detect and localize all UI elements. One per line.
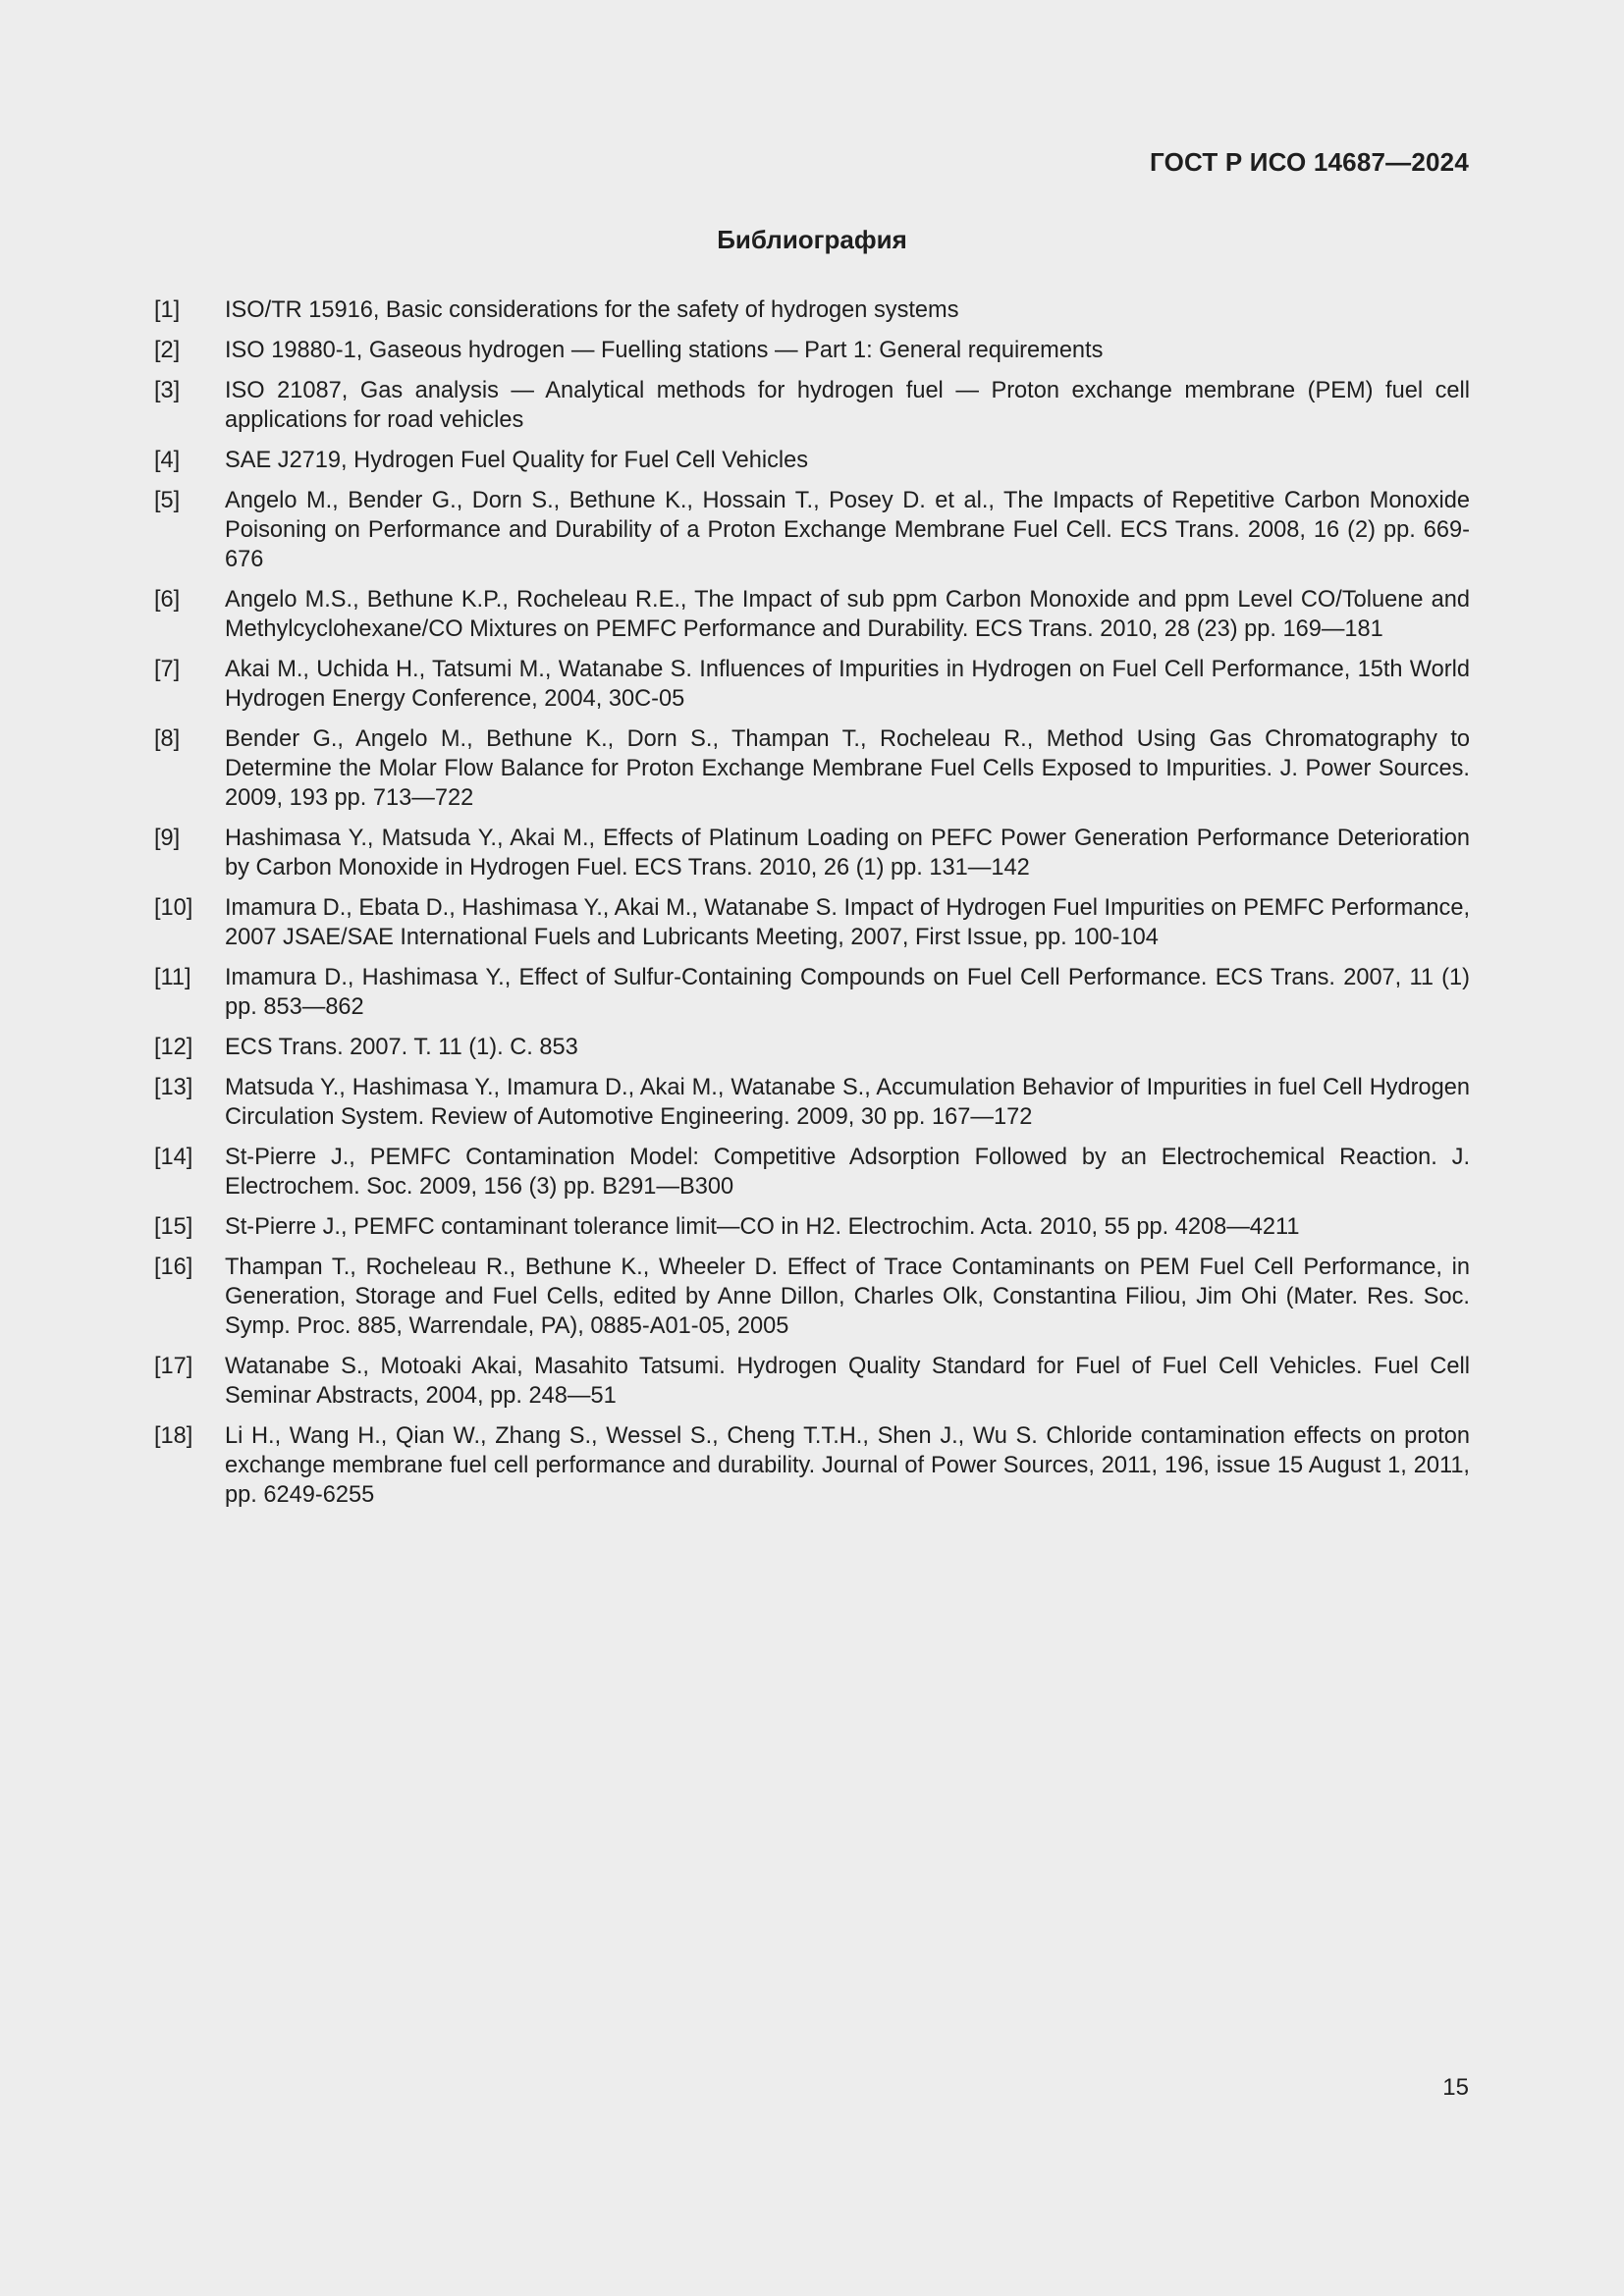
entry-text: St-Pierre J., PEMFC Contamination Model: Competitive Adsorption Followed by an Electrochemical Reaction. J. Electrochem. Soc. 2009, 156 (3) pp. B291—B300	[225, 1145, 1470, 1200]
bibliography-entry	[154, 1033, 1470, 1062]
entry-number: [3]	[154, 378, 181, 403]
bibliography-entry	[154, 893, 1470, 952]
entry-text: Bender G., Angelo M., Bethune K., Dorn S., Thampan T., Rocheleau R., Method Using Gas Chromatography to Determine the Molar Flow Balance for Proton Exchange Membrane Fuel Cells Exposed to Impurities. J. Power Sources. 2009, 193 pp. 713—722	[225, 726, 1470, 811]
entry-number: [14]	[154, 1145, 193, 1170]
entry-number: [8]	[154, 726, 181, 752]
bibliography-entry	[154, 963, 1470, 1022]
entry-text: ECS Trans. 2007. T. 11 (1). C. 853	[225, 1035, 578, 1060]
bibliography-entry	[154, 1073, 1470, 1132]
document-header: ГОСТ Р ИСО 14687—2024	[1149, 147, 1469, 177]
entry-number: [12]	[154, 1035, 193, 1060]
bibliography-entry	[154, 1421, 1470, 1510]
bibliography-list	[154, 295, 1470, 1521]
entry-text: Li H., Wang H., Qian W., Zhang S., Wessel S., Cheng T.T.H., Shen J., Wu S. Chloride contamination effects on proton exchange membrane fuel cell performance and durability. Journal of Power Sources, 2011, 196, issue 15 August 1, 2011, pp. 6249-6255	[225, 1423, 1470, 1508]
entry-text: ISO/TR 15916, Basic considerations for the safety of hydrogen systems	[225, 297, 959, 323]
bibliography-entry	[154, 1143, 1470, 1201]
entry-number: [13]	[154, 1075, 193, 1100]
entry-text: Imamura D., Hashimasa Y., Effect of Sulfur-Containing Compounds on Fuel Cell Performance. ECS Trans. 2007, 11 (1) pp. 853—862	[225, 965, 1470, 1020]
entry-text: Akai M., Uchida H., Tatsumi M., Watanabe S. Influences of Impurities in Hydrogen on Fuel Cell Performance, 15th World Hydrogen Energy Conference, 2004, 30C-05	[225, 657, 1470, 712]
entry-text: Angelo M., Bender G., Dorn S., Bethune K., Hossain T., Posey D. et al., The Impacts of Repetitive Carbon Monoxide Poisoning on Performance and Durability of a Proton Exchange Membrane Fuel Cell. ECS Trans. 2008, 16 (2) pp. 669-676	[225, 488, 1470, 572]
entry-number: [2]	[154, 338, 181, 363]
entry-number: [4]	[154, 448, 181, 473]
bibliography-entry	[154, 585, 1470, 644]
entry-text: Hashimasa Y., Matsuda Y., Akai M., Effects of Platinum Loading on PEFC Power Generation Performance Deterioration by Carbon Monoxide in Hydrogen Fuel. ECS Trans. 2010, 26 (1) pp. 131—142	[225, 826, 1470, 881]
page-number: 15	[1442, 2074, 1469, 2101]
entry-text: Matsuda Y., Hashimasa Y., Imamura D., Akai M., Watanabe S., Accumulation Behavior of Impurities in fuel Cell Hydrogen Circulation System. Review of Automotive Engineering. 2009, 30 pp. 167—172	[225, 1075, 1470, 1130]
entry-text: ISO 19880-1, Gaseous hydrogen — Fuelling stations — Part 1: General requirements	[225, 338, 1104, 363]
entry-number: [16]	[154, 1255, 193, 1280]
bibliography-entry	[154, 486, 1470, 574]
entry-number: [11]	[154, 965, 191, 990]
bibliography-entry	[154, 376, 1470, 435]
entry-number: [7]	[154, 657, 181, 682]
entry-number: [15]	[154, 1214, 193, 1240]
entry-number: [1]	[154, 297, 181, 323]
entry-number: [17]	[154, 1354, 193, 1379]
entry-number: [10]	[154, 895, 193, 921]
bibliography-entry	[154, 1253, 1470, 1341]
entry-text: Imamura D., Ebata D., Hashimasa Y., Akai M., Watanabe S. Impact of Hydrogen Fuel Impurities on PEMFC Performance, 2007 JSAE/SAE International Fuels and Lubricants Meeting, 2007, First Issue, pp. 100-104	[225, 895, 1470, 950]
entry-number: [18]	[154, 1423, 193, 1449]
entry-number: [6]	[154, 587, 181, 613]
bibliography-entry	[154, 446, 1470, 475]
entry-number: [9]	[154, 826, 181, 851]
bibliography-entry	[154, 336, 1470, 365]
bibliography-entry	[154, 655, 1470, 714]
entry-number: [5]	[154, 488, 181, 513]
page-title: Библиография	[717, 225, 907, 254]
bibliography-entry	[154, 724, 1470, 813]
entry-text: SAE J2719, Hydrogen Fuel Quality for Fuel Cell Vehicles	[225, 448, 809, 473]
bibliography-entry	[154, 1212, 1470, 1242]
bibliography-entry	[154, 295, 1470, 325]
entry-text: Angelo M.S., Bethune K.P., Rocheleau R.E., The Impact of sub ppm Carbon Monoxide and ppm Level CO/Toluene and Methylcyclohexane/CO Mixtures on PEMFC Performance and Durability. ECS Trans. 2010, 28 (23) pp. 169—181	[225, 587, 1470, 642]
bibliography-entry	[154, 824, 1470, 882]
entry-text: Thampan T., Rocheleau R., Bethune K., Wheeler D. Effect of Trace Contaminants on PEM Fuel Cell Performance, in Generation, Storage and Fuel Cells, edited by Anne Dillon, Charles Olk, Constantina Filiou, Jim Ohi (Mater. Res. Soc. Symp. Proc. 885, Warrendale, PA), 0885-A01-05, 2005	[225, 1255, 1470, 1339]
entry-text: Watanabe S., Motoaki Akai, Masahito Tatsumi. Hydrogen Quality Standard for Fuel of Fuel Cell Vehicles. Fuel Cell Seminar Abstracts, 2004, pp. 248—51	[225, 1354, 1470, 1409]
bibliography-entry	[154, 1352, 1470, 1411]
entry-text: ISO 21087, Gas analysis — Analytical methods for hydrogen fuel — Proton exchange membrane (PEM) fuel cell applications for road vehicles	[225, 378, 1470, 433]
entry-text: St-Pierre J., PEMFC contaminant tolerance limit—CO in H2. Electrochim. Acta. 2010, 55 pp. 4208—4211	[225, 1214, 1300, 1240]
